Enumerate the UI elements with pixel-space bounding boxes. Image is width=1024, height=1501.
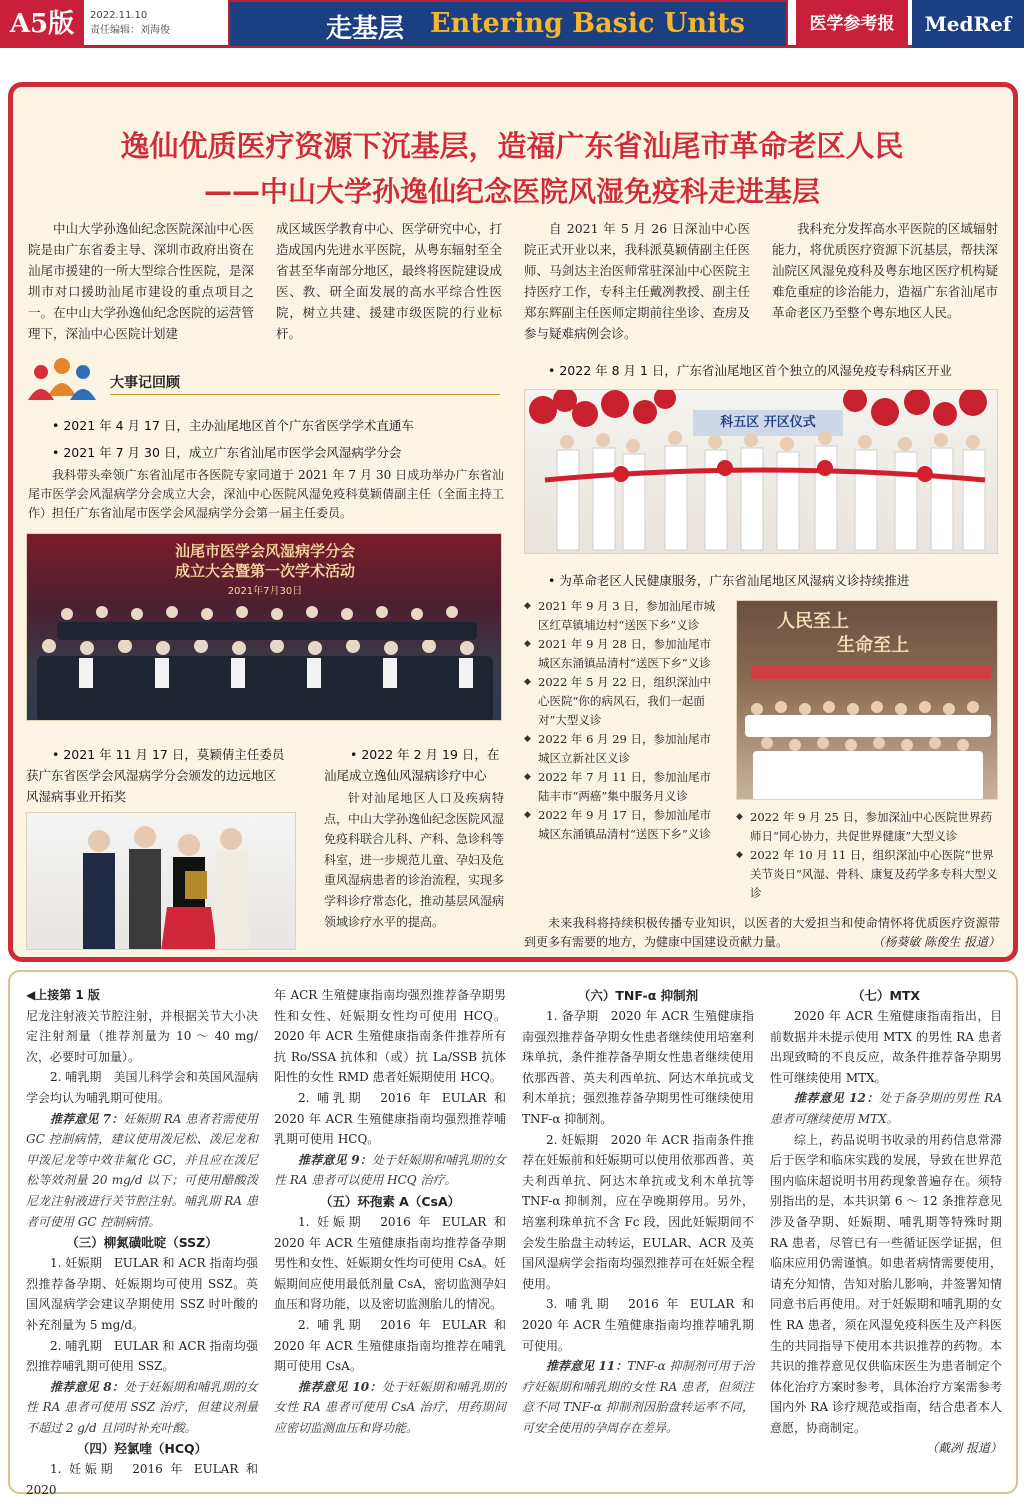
- recommendation-label: 推荐意见 8：: [50, 1379, 124, 1394]
- event-2022-08-01: • 2022 年 8 月 1 日，广东省汕尾地区首个独立的风湿免疫专科病区开业: [548, 363, 952, 378]
- event-2022-02-19-body: 针对汕尾地区人口及疾病特点，中山大学孙逸仙纪念医院风湿免疫科联合儿科、产科、急诊科等科室，进一步规范儿童、孕妇及危重风湿病患者的诊治流程，实现多学科诊疗常态化，推动基层风湿病领域诊疗水平的提高。: [324, 791, 505, 929]
- intro-paragraph-1: 中山大学孙逸仙纪念医院深汕中心医院是由广东省委主导、深圳市政府出资在汕尾市援建的一所大型综合性医院，是深圳市对口援助汕尾市建设的重点项目之一。在中山大学孙逸仙纪念医院的运营管理下，深汕中心医院计划建: [28, 221, 254, 341]
- article-paragraph: 尼龙注射液关节腔注射，并根据关节大小决定注射剂量（推荐剂量为 10 ～ 40 mg/ 次，必要时可加量）。: [26, 1008, 258, 1064]
- event-2021-11-17-line-3: 风湿病事业开拓奖: [26, 789, 127, 804]
- event-2022-02-19-line-2: 汕尾成立逸仙风湿病诊疗中心: [324, 768, 487, 783]
- article-credit: （戴冽 报道）: [926, 1441, 1002, 1456]
- people-icon: [26, 356, 98, 402]
- intro-paragraph-2: 成区域医学教育中心、医学研究中心，打造成国内先进水平医院，从粤东辐射至全省甚至华南部分地区，最终将医院建设成医、教、研全面发展的高水平综合性医院，树立共建、援建市级医院的行业标杆。: [276, 221, 502, 341]
- award-people-figure: [27, 813, 296, 950]
- clinic-item: ◆ 2022 年 10 月 11 日，组织深汕中心医院“世界关节炎日”风湿、骨科、康复及药学多专科大型义诊: [736, 846, 1000, 903]
- page-header: [0, 0, 1024, 48]
- event-free-clinics: • 为革命老区人民健康服务，广东省汕尾地区风湿病义诊持续推进: [548, 573, 910, 588]
- clinic-group-figure: [737, 601, 998, 800]
- recommendation-label: 推荐意见 10：: [298, 1379, 382, 1394]
- closing-text: 未来我科将持续积极传播专业知识，以医者的大爱担当和使命情怀将优质医疗资源带到更多有需要的地方，为健康中国建设贡献力量。: [524, 916, 1000, 949]
- recommendation-text: 处于备孕期的男性 RA 患者可继续使用 MTX。: [770, 1091, 1002, 1126]
- article-column-3: [522, 985, 754, 1438]
- ward-sign: 科五区 开区仪式: [693, 410, 843, 436]
- ward-opening-photo: [524, 389, 998, 554]
- section-title-cn: 走基层: [326, 14, 405, 44]
- recommendation-label: 推荐意见 9：: [298, 1152, 372, 1167]
- recommendation-text: TNF-α 抑制剂可用于治疗妊娠期和哺乳期的女性 RA 患者，但须注意不同 TNF-α 抑制剂因胎盘转运率不同，可安全使用的孕周存在差异。: [522, 1359, 754, 1435]
- photo-banner-line-2: 成立大会暨第一次学术活动: [174, 562, 355, 580]
- clinic-item: ◆ 2022 年 9 月 25 日，参加深汕中心医院世界药师日“同心协力，共促世界健康”大型义诊: [736, 808, 1000, 846]
- clinic-item: ◆ 2022 年 6 月 29 日，参加汕尾市城区立新社区义诊: [524, 730, 720, 768]
- feature-credit: （杨葵敏 陈俊生 报道）: [872, 935, 1000, 949]
- event-2021-07-30-body: 我科带头牵领广东省汕尾市各医院专家同道于 2021 年 7 月 30 日成功举办广东省汕尾市医学会风湿病学分会成立大会，深汕中心医院风湿免疫科莫颖倩副主任（全面主持工作）担任广东省汕尾市医学会风湿病学分会第一届主任委员。: [28, 468, 504, 520]
- event-2021-11-17-line-2: 获广东省医学会风湿病学分会颁发的边远地区: [26, 768, 277, 783]
- header-meta: [90, 8, 170, 38]
- recommendation-text: 处于妊娠期和哺乳期的女性 RA 患者可使用 CsA 治疗，用药期间应密切监测血压和肾功能。: [274, 1379, 506, 1435]
- ward-ceremony-figure: [525, 390, 998, 554]
- editor-credit: 责任编辑：刘海俊: [90, 25, 170, 36]
- article-paragraph: 1. 妊娠期 2016 年 EULAR 和 2020 年 ACR 生殖健康指南均推荐备孕期男性和女性、妊娠期女性均可使用 CsA。妊娠期间应使用最低剂量 CsA，密切监测孕妇血压和肾功能，以及密切监测胎儿的情况。: [274, 1214, 506, 1312]
- article-subheading: （四）羟氯喹（HCQ）: [76, 1441, 208, 1457]
- brand-name-cn: 医学参考报: [796, 0, 908, 48]
- article-paragraph: 2. 哺乳期 2016 年 EULAR 和 2020 年 ACR 生殖健康指南均强烈推荐哺乳期可使用 HCQ。: [274, 1090, 506, 1147]
- event-2021-04-17: • 2021 年 4 月 17 日，主办汕尾地区首个广东省医学学术直通车: [52, 418, 414, 433]
- milestones-title: 大事记回顾: [110, 375, 180, 391]
- article-subheading: （七）MTX: [851, 988, 921, 1003]
- event-2021-11-17-line-1: • 2021 年 11 月 17 日，莫颖倩主任委员: [52, 747, 285, 762]
- recommendation: [522, 1356, 754, 1438]
- recommendation-label: 推荐意见 7：: [50, 1111, 124, 1126]
- clinic-wall-line-1: 人民至上: [777, 611, 849, 632]
- recommendation-label: 推荐意见 11：: [546, 1359, 628, 1374]
- article-paragraph: 1. 妊娠期 2016 年 EULAR 和 2020: [26, 1462, 258, 1498]
- article-paragraph: 2020 年 ACR 生殖健康指南指出，目前数据并未提示使用 MTX 的男性 RA 患者出现致畸的不良反应，故条件推荐备孕期男性可继续使用 MTX。: [770, 1009, 1002, 1085]
- clinic-list-left: [524, 597, 720, 844]
- article-paragraph: 2. 哺乳期 美国儿科学会和英国风湿病学会均认为哺乳期可使用。: [26, 1070, 258, 1105]
- feature-title: 逸仙优质医疗资源下沉基层，造福广东省汕尾市革命老区人民: [120, 129, 904, 163]
- issue-date: 2022.11.10: [90, 10, 148, 21]
- article-paragraph: 1. 备孕期 2020 年 ACR 生殖健康指南强烈推荐备孕期女性患者继续使用培塞利珠单抗，条件推荐备孕期女性患者继续使用依那西普、英夫利西单抗、阿达木单抗或戈利木单抗；强烈推荐备孕期男性可继续使用 TNF-α 抑制剂。: [522, 1009, 754, 1126]
- article-paragraph: 2. 哺乳期 EULAR 和 ACR 指南均强烈推荐哺乳期可使用 SSZ。: [26, 1338, 258, 1374]
- feature-subtitle: ——中山大学孙逸仙纪念医院风湿免疫科走进基层: [203, 175, 820, 208]
- article-subheading: （三）柳氮磺吡啶（SSZ）: [66, 1235, 218, 1251]
- free-clinic-photo: [736, 600, 998, 800]
- clinic-item: ◆ 2022 年 7 月 11 日，参加汕尾市陆丰市“两癌”集中服务月义诊: [524, 768, 720, 806]
- recommendation-text: 处于妊娠期和哺乳期的女性 RA 患者可以使用 HCQ 治疗。: [274, 1152, 506, 1188]
- article-column-4: [770, 985, 1002, 1459]
- continued-from-page-1: ◀上接第 1 版: [26, 988, 100, 1002]
- article-subheading: （六）TNF-α 抑制剂: [577, 988, 699, 1003]
- section-title-en: Entering Basic Units: [430, 8, 745, 39]
- clinic-item: ◆ 2021 年 9 月 28 日，参加汕尾市城区东涌镇品清村“送医下乡”义诊: [524, 635, 720, 673]
- milestones-divider: [110, 394, 500, 395]
- article-paragraph: 3. 哺乳期 2016 年 EULAR 和 2020 年 ACR 生殖健康指南均推荐哺乳期可使用。: [522, 1297, 754, 1353]
- intro-paragraph-4: 我科充分发挥高水平医院的区域辐射能力，将优质医疗资源下沉基层，帮扶深汕院区风湿免疫科及粤东地区医疗机构疑难危重症的诊治能力，造福广东省汕尾市革命老区乃至整个粤东地区人民。: [772, 221, 998, 320]
- recommendation: [26, 1377, 258, 1439]
- recommendation-text: 处于妊娠期和哺乳期的女性 RA 患者可使用 SSZ 治疗，但建议剂量不超过 2 g/d 且同时补充叶酸。: [26, 1379, 258, 1435]
- clinic-item: ◆ 2022 年 5 月 22 日，组织深汕中心医院“你的病风石，我们一起面对”大型义诊: [524, 673, 720, 730]
- group-people-figure: [27, 594, 502, 721]
- article-paragraph: 2. 哺乳期 2016 年 EULAR 和 2020 年 ACR 生殖健康指南均推荐在哺乳期可使用 CsA。: [274, 1317, 506, 1374]
- recommendation: [274, 1150, 506, 1191]
- event-2022-02-19-line-1: • 2022 年 2 月 19 日，在: [350, 747, 500, 762]
- article-column-1: [26, 985, 258, 1501]
- article-paragraph: 综上，药品说明书收录的用药信息常滞后于医学和临床实践的发展，导致在世界范围内临床超说明书用药现象普遍存在。须特别指出的是，本共识第 6 ～ 12 条推荐意见涉及备孕期、妊娠期、哺乳期等特殊时期 RA 患者，尽管已有一些循证医学证据，但临床应用仍需谨慎。如患者病情需要使用，请充分知情，告知对胎儿影响，并签署知情同意书后再使用。对于妊娠期和哺乳期的女性 RA 患者，须在风湿免疫科医生及产科医生的共同指导下使用本共识推荐的药物。本共识的推荐意见仅供临床医生为患者制定个体化治疗方案时参考，具体治疗方案需参考国内外 RA 诊疗规范或指南，结合患者本人意愿，协商制定。: [770, 1132, 1002, 1435]
- photo-banner-date: 2021年7月30日: [227, 586, 303, 597]
- recommendation: [770, 1088, 1002, 1129]
- recommendation-text: 妊娠期 RA 患者若需使用 GC 控制病情，建议使用泼尼松、泼尼龙和甲泼尼龙等中效非氟化 GC，并且应在泼尼松等效剂量 20 mg/d 以下；可使用醋酸泼尼龙注射液进行关节腔注射。哺乳期 RA 患者可使用 GC 控制病情。: [26, 1111, 258, 1229]
- clinic-item: ◆ 2021 年 9 月 3 日，参加汕尾市城区红草镇埔边村“送医下乡”义诊: [524, 597, 720, 635]
- clinic-list-right: [736, 808, 1000, 903]
- recommendation-label: 推荐意见 12：: [794, 1091, 880, 1106]
- event-2021-07-30: • 2021 年 7 月 30 日，成立广东省汕尾市医学会风湿病学分会: [52, 445, 402, 460]
- article-subheading: （五）环孢素 A（CsA）: [319, 1193, 461, 1209]
- article-paragraph: 年 ACR 生殖健康指南均强烈推荐备孕期男性和女性、妊娠期女性均可使用 HCQ。2020 年 ACR 生殖健康指南条件推荐所有抗 Ro/SSA 抗体和（或）抗 La/SSB 抗体阳性的女性 RMD 患者妊娠期使用 HCQ。: [274, 988, 506, 1085]
- recommendation: [26, 1109, 258, 1233]
- article-paragraph: 2. 妊娠期 2020 年 ACR 指南条件推荐在妊娠前和妊娠期可以使用依那西普、英夫利西单抗、阿达木单抗或戈利木单抗等 TNF-α 抑制剂，应在孕晚期停用。另外，培塞利珠单抗不含 Fc 段，因此妊娠期间不会发生胎盘主动转运，EULAR、ACR 及英国风湿病学会指南均强烈推荐可在妊娠全程使用。: [522, 1132, 754, 1291]
- brand-name-en: MedRef: [912, 0, 1024, 48]
- clinic-wall-line-2: 生命至上: [837, 635, 909, 656]
- article-paragraph: 1. 妊娠期 EULAR 和 ACR 指南均强烈推荐备孕期、妊娠期均可使用 SSZ。英国风湿病学会建议孕期使用 SSZ 时叶酸的补充剂量为 5 mg/d。: [26, 1256, 258, 1332]
- award-photo: [26, 812, 296, 950]
- clinic-item: ◆ 2022 年 9 月 17 日，参加汕尾市城区东涌镇品清村“送医下乡”义诊: [524, 806, 720, 844]
- intro-paragraph-3: 自 2021 年 5 月 26 日深汕中心医院正式开业以来，我科派莫颖倩副主任医师、马剑达主治医师常驻深汕中心医院主持医疗工作，专科主任戴冽教授、副主任郑东辉副主任医师定期前往坐诊、查房及参与疑难病例会诊。: [524, 221, 750, 341]
- closing-paragraph: [524, 914, 1000, 952]
- recommendation: [274, 1377, 506, 1439]
- edition-tag: A5版: [0, 0, 84, 48]
- photo-banner-line-1: 汕尾市医学会风湿病学分会: [174, 542, 355, 560]
- section-banner: [228, 0, 788, 48]
- article-column-2: [274, 985, 506, 1438]
- society-founding-photo: [26, 533, 502, 721]
